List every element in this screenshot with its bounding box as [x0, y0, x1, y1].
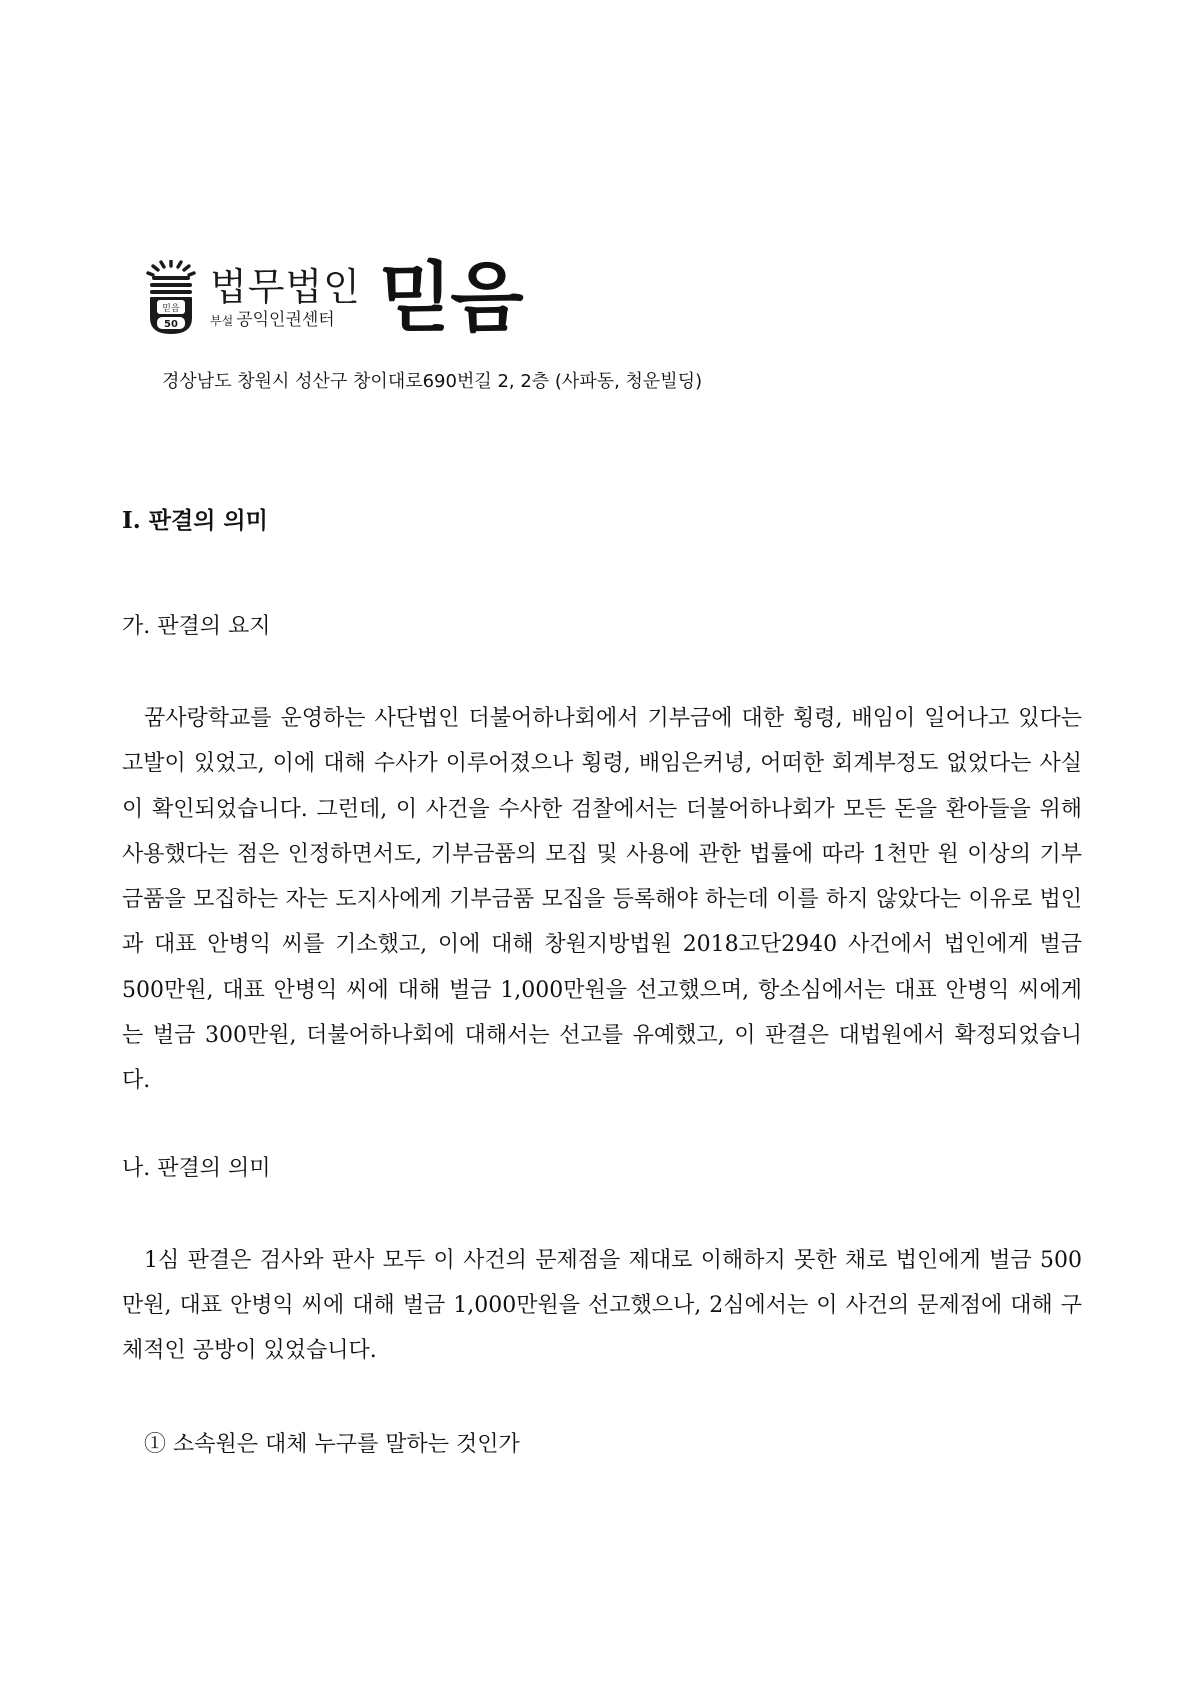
org-subtitle-prefix: 부설 [210, 313, 234, 328]
subsection-heading-b: 나. 판결의 의미 [122, 1155, 271, 1181]
org-name-block [210, 265, 361, 332]
office-address: 경상남도 창원시 성산구 창이대로690번길 2, 2층 (사파동, 청운빌딩) [162, 371, 703, 392]
brand-name: 믿음 [378, 253, 522, 342]
org-subtitle [210, 309, 361, 332]
org-subtitle-name: 공익인권센터 [236, 309, 335, 330]
law-firm-logo-icon [146, 260, 196, 336]
section-heading-1: Ⅰ. 판결의 의미 [122, 507, 268, 534]
org-name: 법무법인 [210, 264, 361, 309]
svg-text:믿음: 믿음 [162, 304, 180, 314]
paragraph-meaning: 1심 판결은 검사와 판사 모두 이 사건의 문제점을 제대로 이해하지 못한 채로 법인에게 벌금 500만원, 대표 안병익 씨에 대해 벌금 1,000만원을 선고했으나, 2심에서는 이 사건의 문제점에 대해 구체적인 공방이 있었습니다. [122, 1247, 1082, 1364]
letterhead [146, 253, 522, 342]
subsection-heading-a: 가. 판결의 요지 [122, 614, 271, 639]
svg-text:50: 50 [164, 319, 178, 330]
paragraph-summary: 꿈사랑학교를 운영하는 사단법인 더불어하나회에서 기부금에 대한 횡령, 배임이 일어나고 있다는 고발이 있었고, 이에 대해 수사가 이루어졌으나 횡령, 배임은커녕, 어떠한 회계부정도 없었다는 사실이 확인되었습니다. 그런데, 이 사건을 수사한 검찰에서는 더불어하나회가 모든 돈을 환아들을 위해 사용했다는 점은 인정하면서도, 기부금품의 모집 및 사용에 관한 법률에 따라 1천만 원 이상의 기부금품을 모집하는 자는 도지사에게 기부금품 모집을 등록해야 하는데 이를 하지 않았다는 이유로 법인과 대표 안병익 씨를 기소했고, 이에 대해 창원지방법원 2018고단2940 사건에서 법인에게 벌금 500만원, 대표 안병익 씨에 대해 벌금 1,000만원을 선고했으며, 항소심에서는 대표 안병익 씨에게는 벌금 300만원, 더불어하나회에 대해서는 선고를 유예했고, 이 판결은 대법원에서 확정되었습니다. [122, 706, 1082, 1094]
document-body [122, 506, 1082, 1460]
numbered-item-1: ① 소속원은 대체 누구를 말하는 것인가 [144, 1431, 520, 1457]
